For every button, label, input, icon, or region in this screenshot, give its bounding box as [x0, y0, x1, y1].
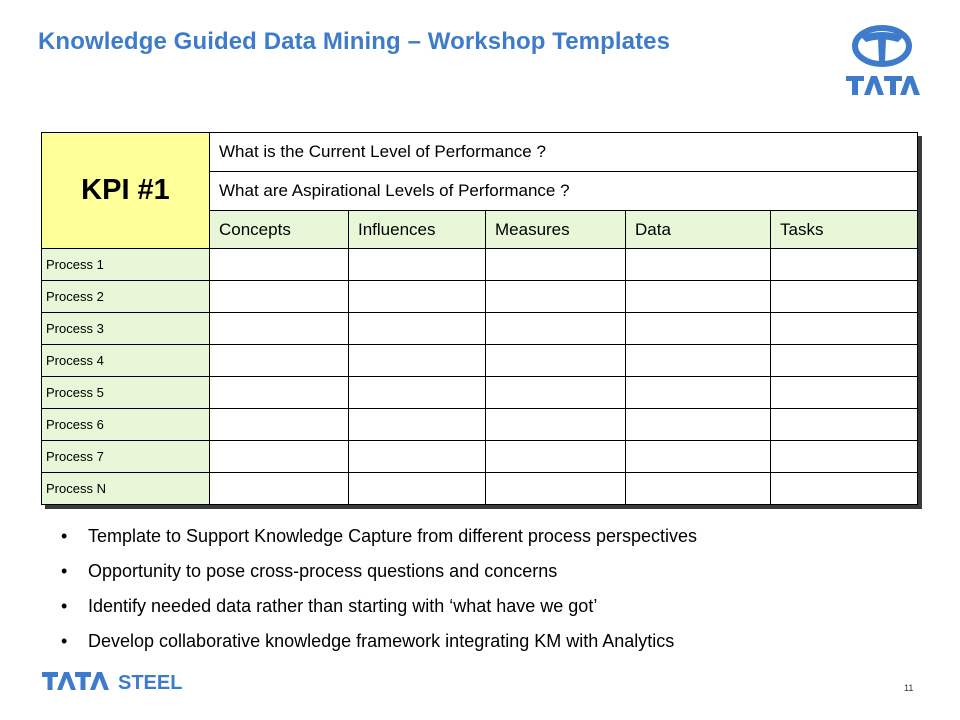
- table-cell: [210, 409, 349, 441]
- tata-emblem-icon: [838, 22, 926, 102]
- tata-steel-text: STEEL: [118, 672, 183, 692]
- page-number: 11: [904, 683, 914, 693]
- list-item: [58, 559, 697, 594]
- table-cell: [210, 473, 349, 505]
- table-cell: [210, 313, 349, 345]
- table-cell: [486, 313, 626, 345]
- table-cell: [771, 249, 918, 281]
- bullet-icon: •: [61, 631, 68, 651]
- bullet-text: Opportunity to pose cross-process questions and concerns: [88, 561, 558, 581]
- table-cell: [771, 473, 918, 505]
- table-cell: [210, 249, 349, 281]
- table-cell: [771, 441, 918, 473]
- process-label: Process N: [42, 473, 210, 505]
- table-cell: [349, 441, 486, 473]
- bullet-text: Develop collaborative knowledge framework integrating KM with Analytics: [88, 631, 675, 651]
- process-label: Process 3: [42, 313, 210, 345]
- process-label: Process 5: [42, 377, 210, 409]
- table-cell: [626, 409, 771, 441]
- table-cell: [210, 281, 349, 313]
- table-cell: [349, 281, 486, 313]
- table-cell: [349, 249, 486, 281]
- table-cell: [771, 409, 918, 441]
- tata-steel-logo: [42, 670, 194, 692]
- list-item: [58, 629, 697, 664]
- table-cell: [486, 473, 626, 505]
- process-label: Process 4: [42, 345, 210, 377]
- process-label: Process 7: [42, 441, 210, 473]
- table-cell: [486, 345, 626, 377]
- table-row: [42, 313, 918, 345]
- table-cell: [626, 441, 771, 473]
- table-row: [42, 377, 918, 409]
- page-title: Knowledge Guided Data Mining – Workshop Templates: [38, 28, 671, 55]
- table-cell: [349, 313, 486, 345]
- table-row: [42, 409, 918, 441]
- column-header-measures: Measures: [486, 211, 626, 249]
- table-cell: [349, 409, 486, 441]
- table-cell: [349, 345, 486, 377]
- table-cell: [210, 345, 349, 377]
- list-item: [58, 524, 697, 559]
- table-cell: [626, 249, 771, 281]
- table-cell: [771, 281, 918, 313]
- table-cell: [349, 473, 486, 505]
- table-cell: [486, 377, 626, 409]
- bullet-icon: •: [61, 526, 68, 546]
- column-header-data: Data: [626, 211, 771, 249]
- tata-steel-wordmark-icon: [42, 670, 194, 692]
- table-cell: [626, 281, 771, 313]
- bullet-text: Template to Support Knowledge Capture from different process perspectives: [88, 526, 697, 546]
- table-cell: [486, 409, 626, 441]
- bullet-icon: •: [61, 596, 68, 616]
- table-cell: [210, 441, 349, 473]
- list-item: [58, 594, 697, 629]
- table-cell: [349, 377, 486, 409]
- table-row: [42, 281, 918, 313]
- table-cell: [626, 473, 771, 505]
- table-row: [42, 441, 918, 473]
- kpi-label: KPI #1: [42, 133, 210, 249]
- table-row: [42, 345, 918, 377]
- bullet-text: Identify needed data rather than starting with ‘what have we got’: [88, 596, 598, 616]
- table-row: [42, 473, 918, 505]
- table-cell: [771, 345, 918, 377]
- column-header-influences: Influences: [349, 211, 486, 249]
- table-cell: [626, 313, 771, 345]
- table-cell: [771, 313, 918, 345]
- process-label: Process 2: [42, 281, 210, 313]
- bullet-icon: •: [61, 561, 68, 581]
- table-cell: [210, 377, 349, 409]
- table-row: [42, 249, 918, 281]
- table-cell: [626, 377, 771, 409]
- table-cell: [486, 249, 626, 281]
- table-cell: [771, 377, 918, 409]
- kpi-template-table: [41, 132, 918, 505]
- aspirational-performance-question: What are Aspirational Levels of Performance ?: [210, 172, 918, 211]
- column-header-concepts: Concepts: [210, 211, 349, 249]
- tata-logo: [838, 22, 926, 102]
- process-label: Process 6: [42, 409, 210, 441]
- table-cell: [486, 281, 626, 313]
- current-performance-question: What is the Current Level of Performance ?: [210, 133, 918, 172]
- process-label: Process 1: [42, 249, 210, 281]
- table-cell: [626, 345, 771, 377]
- column-header-tasks: Tasks: [771, 211, 918, 249]
- table-cell: [486, 441, 626, 473]
- bullet-list: [58, 524, 697, 664]
